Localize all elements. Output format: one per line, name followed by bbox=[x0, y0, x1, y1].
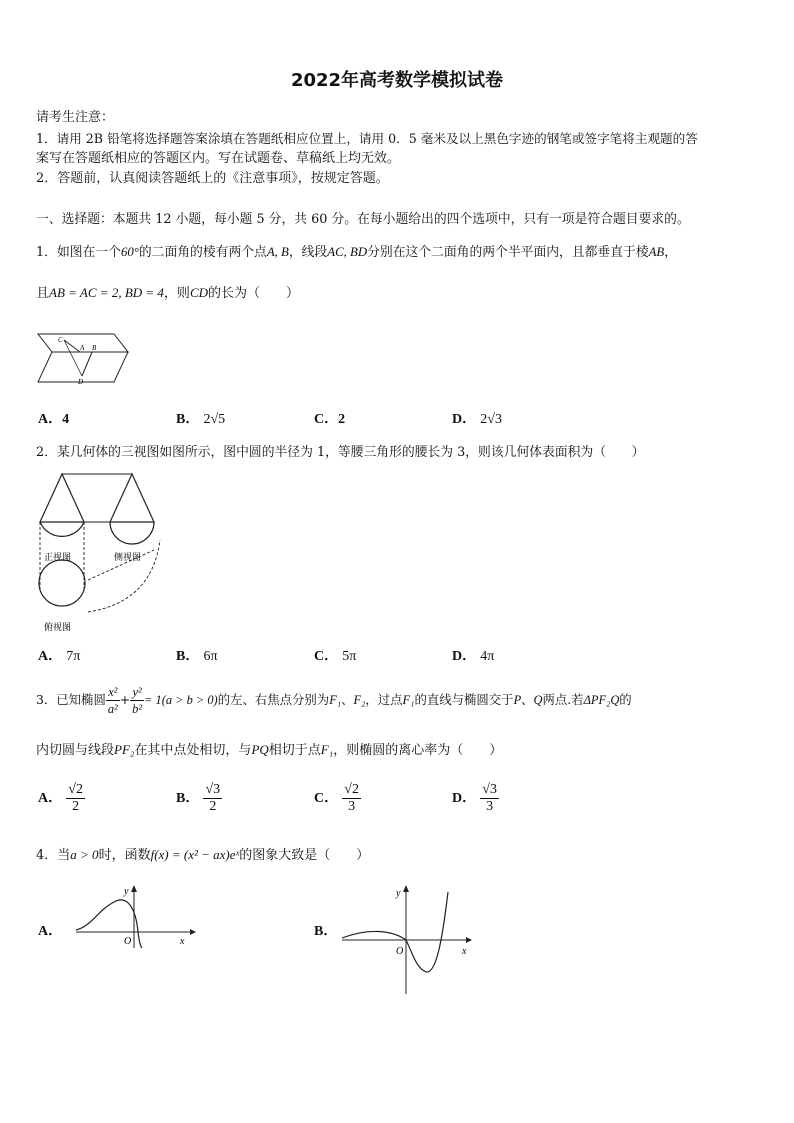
notice-heading: 请考生注意： bbox=[36, 110, 115, 125]
q3-text: 、 bbox=[341, 692, 354, 707]
q3-text: 相切于点 bbox=[268, 743, 321, 758]
q3-f1: F₁ bbox=[402, 693, 415, 707]
question-2: 2．某几何体的三视图如图所示，图中圆的半径为 1，等腰三角形的腰长为 3，则该几何体表面积为（ ） bbox=[36, 445, 645, 460]
fig-label-a: A bbox=[80, 344, 85, 352]
q3-eq-rest: = 1(a > b > 0) bbox=[144, 693, 218, 707]
q4-function: f(x) = (x² − ax)eˣ bbox=[150, 847, 240, 862]
q1-condition: AB = AC = 2, BD = 4 bbox=[49, 285, 164, 300]
option-label: C． bbox=[314, 412, 339, 427]
q4-text: 的图象大致是（ ） bbox=[239, 848, 370, 863]
frac-den: 3 bbox=[348, 799, 356, 814]
question-1-line1 bbox=[36, 242, 677, 263]
q1-text: ， bbox=[664, 245, 678, 260]
fig-label-d: D bbox=[78, 378, 84, 386]
option-label: A． bbox=[38, 791, 63, 806]
q1-text: ，则 bbox=[163, 286, 190, 301]
q3-text: 内切圆与线段 bbox=[36, 743, 115, 758]
frac-den: 2 bbox=[209, 799, 217, 814]
option-value: 5π bbox=[342, 649, 357, 664]
q4-text: 4．当 bbox=[36, 848, 71, 863]
q2-option-d[interactable] bbox=[452, 645, 494, 665]
q3-text: ，则椭圆的离心率为（ ） bbox=[333, 743, 503, 758]
option-value: 6π bbox=[203, 649, 218, 664]
q2-option-b[interactable] bbox=[176, 645, 218, 665]
q4-text: 时，函数 bbox=[98, 848, 151, 863]
frac-num: √2 bbox=[344, 782, 359, 797]
option-fraction bbox=[66, 782, 85, 815]
top-view-label: 俯视图 bbox=[44, 623, 72, 632]
axis-origin-label: O bbox=[396, 946, 404, 957]
q3-plus: + bbox=[119, 692, 131, 707]
frac-num: √2 bbox=[68, 782, 83, 797]
fig-label-c: C bbox=[58, 336, 63, 344]
q1-option-a[interactable] bbox=[38, 408, 69, 428]
q4-option-b[interactable]: B． bbox=[314, 924, 338, 939]
question-3-line2 bbox=[36, 740, 502, 761]
q4-condition: a > 0 bbox=[70, 847, 99, 862]
q4-option-a[interactable]: A． bbox=[38, 924, 63, 939]
axis-y-label: y bbox=[396, 888, 401, 899]
question-3-line1 bbox=[36, 680, 632, 720]
q3-option-a[interactable] bbox=[38, 782, 85, 815]
question-4 bbox=[36, 845, 369, 866]
frac-num: √3 bbox=[482, 782, 497, 797]
q3-frac-y bbox=[130, 684, 144, 717]
frac-num: √3 bbox=[205, 782, 221, 797]
question-1-line2 bbox=[36, 283, 299, 304]
option-label: C． bbox=[314, 791, 339, 806]
option-label: B． bbox=[176, 649, 200, 664]
axis-origin-label: O bbox=[124, 936, 132, 947]
q3-option-d[interactable] bbox=[452, 782, 499, 815]
q3-p: P bbox=[513, 693, 522, 707]
option-label: D． bbox=[452, 649, 477, 664]
option-value: 4 bbox=[62, 412, 70, 427]
frac-den: 2 bbox=[72, 799, 80, 814]
option-label: D． bbox=[452, 412, 477, 427]
q1-option-d[interactable] bbox=[452, 408, 502, 428]
q3-frac-x bbox=[106, 684, 120, 717]
q3-text: 两点.若 bbox=[542, 692, 584, 707]
q1-angle: 60° bbox=[120, 245, 139, 259]
side-view-label: 侧视图 bbox=[114, 553, 142, 563]
option-label: D． bbox=[452, 791, 477, 806]
q3-option-b[interactable] bbox=[176, 782, 222, 815]
q2-option-a[interactable] bbox=[38, 645, 80, 665]
q3-text: 、 bbox=[521, 692, 534, 707]
q3-q: Q bbox=[533, 693, 543, 707]
option-label: C． bbox=[314, 649, 339, 664]
q3-f2: F₂ bbox=[353, 693, 366, 707]
axis-x-label: x bbox=[462, 946, 467, 957]
q3-text: ，过点 bbox=[365, 692, 403, 707]
notice-line2: 2．答题前，认真阅读答题纸上的《注意事项》，按规定答题。 bbox=[36, 171, 389, 186]
option-value: 4π bbox=[480, 649, 495, 664]
q3-triangle: ΔPF₂Q bbox=[583, 693, 620, 707]
option-value: 2√5 bbox=[203, 412, 226, 427]
option-label: A． bbox=[38, 412, 63, 427]
q1-segments: AC, BD bbox=[327, 245, 368, 259]
q3-text: 的直线与椭圆交于 bbox=[414, 692, 514, 707]
q3-pf2: PF₂ bbox=[114, 742, 135, 757]
page-title: 2022年高考数学模拟试卷 bbox=[290, 70, 504, 91]
frac-den: a² bbox=[107, 702, 118, 716]
notice-line1a: 1．请用 2B 铅笔将选择题答案涂填在答题纸相应位置上，请用 0．5 毫米及以上黑色字迹的钢笔或签字笔将主观题的答 bbox=[36, 131, 698, 146]
q1-option-c[interactable] bbox=[314, 408, 345, 428]
q3-option-c[interactable] bbox=[314, 782, 361, 815]
q1-text: 的长为（ ） bbox=[208, 286, 300, 301]
frac-num: x² bbox=[106, 684, 120, 701]
q3-text: 的 bbox=[619, 692, 632, 707]
option-label: A． bbox=[38, 649, 63, 664]
frac-num: y² bbox=[130, 684, 144, 701]
option-value: 2 bbox=[338, 412, 346, 427]
q3-text: 的左、右焦点分别为 bbox=[217, 692, 330, 707]
q3-pq: PQ bbox=[251, 742, 269, 757]
option-value: 2√3 bbox=[480, 412, 502, 427]
option-label: B． bbox=[176, 412, 200, 427]
q3-text: 在其中点处相切，与 bbox=[134, 743, 252, 758]
option-fraction bbox=[480, 782, 499, 815]
option-label: B． bbox=[176, 791, 200, 806]
fig-label-b: B bbox=[92, 344, 97, 352]
q1-edge: AB bbox=[648, 245, 665, 259]
q4-graph-a bbox=[72, 882, 196, 950]
q3-f1: F₁ bbox=[320, 742, 334, 757]
section-heading: 一、选择题：本题共 12 小题，每小题 5 分，共 60 分。在每小题给出的四个选项中，只有一项是符合题目要求的。 bbox=[36, 212, 690, 227]
q1-text: 1．如图在一个 bbox=[36, 245, 121, 260]
option-fraction bbox=[342, 782, 361, 815]
q4-graph-b bbox=[338, 882, 478, 1002]
q1-cd: CD bbox=[189, 285, 208, 300]
q1-text: ，线段 bbox=[288, 245, 328, 260]
axis-x-label: x bbox=[180, 936, 185, 947]
frac-den: 3 bbox=[486, 799, 494, 814]
q1-text: 的二面角的棱有两个点 bbox=[138, 245, 267, 260]
q1-points: A, B bbox=[266, 245, 289, 259]
axis-y-label: y bbox=[124, 886, 129, 897]
q1-text: 且 bbox=[36, 286, 50, 301]
frac-den: b² bbox=[132, 702, 143, 716]
q3-f1: F₁ bbox=[329, 693, 342, 707]
notice-line1b: 案写在答题纸相应的答题区内。写在试题卷、草稿纸上均无效。 bbox=[36, 151, 401, 166]
option-value: 7π bbox=[66, 649, 81, 664]
q3-text: 3．已知椭圆 bbox=[36, 692, 106, 707]
q1-text: 分别在这个二面角的两个半平面内，且都垂直于棱 bbox=[367, 245, 649, 260]
front-view-label: 正视图 bbox=[44, 553, 72, 563]
option-fraction bbox=[203, 782, 222, 815]
q2-option-c[interactable] bbox=[314, 645, 356, 665]
q1-option-b[interactable] bbox=[176, 408, 225, 428]
three-view-figure bbox=[36, 470, 166, 632]
dihedral-figure bbox=[36, 330, 136, 386]
